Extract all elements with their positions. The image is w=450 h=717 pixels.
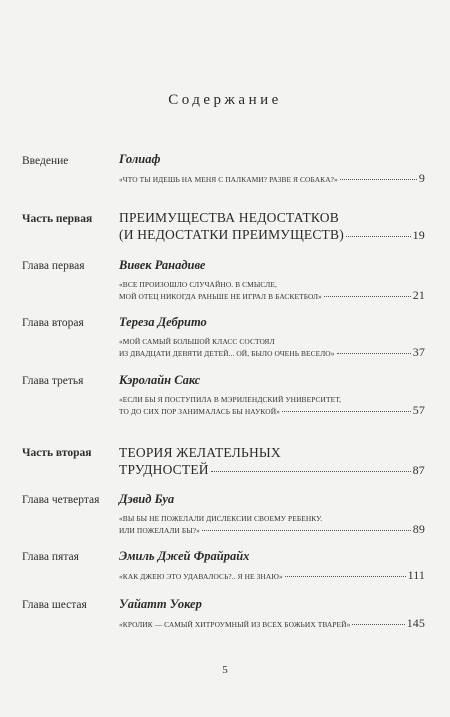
dot-leader bbox=[324, 296, 411, 297]
toc-content bbox=[119, 549, 425, 582]
toc-subtitle-line: «ЕСЛИ БЫ Я ПОСТУПИЛА В МЭРИЛЕНДСКИЙ УНИВЕРСИТЕТ, bbox=[119, 395, 342, 404]
toc-name: Эмиль Джей Фрайрайх bbox=[119, 549, 250, 563]
toc-subtitle-line: «МОЙ САМЫЙ БОЛЬШОЙ КЛАСС СОСТОЯЛ bbox=[119, 337, 275, 346]
toc-part-line: ТЕОРИЯ ЖЕЛАТЕЛЬНЫХ bbox=[119, 445, 281, 460]
toc-label: Глава первая bbox=[22, 260, 85, 272]
toc-label: Глава пятая bbox=[22, 551, 79, 563]
toc-content bbox=[119, 492, 425, 536]
dot-leader bbox=[352, 624, 404, 625]
toc-label: Глава вторая bbox=[22, 317, 84, 329]
toc-last-line bbox=[119, 173, 425, 185]
toc-last-line bbox=[119, 226, 425, 244]
dot-leader bbox=[282, 411, 411, 412]
toc-subtitle-line: «ЧТО ТЫ ИДЕШЬ НА МЕНЯ С ПАЛКАМИ? РАЗВЕ Я СОБАКА?» bbox=[119, 175, 338, 184]
toc-part-line: ПРЕИМУЩЕСТВА НЕДОСТАТКОВ bbox=[119, 210, 339, 225]
dot-leader bbox=[211, 471, 411, 472]
toc-content bbox=[119, 152, 425, 185]
toc-subtitle-line: ИЛИ ПОЖЕЛАЛИ БЫ?» bbox=[119, 526, 200, 535]
toc-label: Глава четвертая bbox=[22, 494, 100, 506]
toc-label: Часть вторая bbox=[22, 447, 92, 459]
toc-page-number: 19 bbox=[412, 228, 425, 242]
toc-last-line bbox=[119, 405, 425, 417]
page-number: 5 bbox=[222, 664, 228, 676]
page-title: Содержание bbox=[168, 92, 282, 108]
toc-name: Тереза Дебрито bbox=[119, 315, 207, 329]
toc-label: Часть первая bbox=[22, 213, 93, 225]
toc-subtitle-line: «ВЫ БЫ НЕ ПОЖЕЛАЛИ ДИСЛЕКСИИ СВОЕМУ РЕБЕНКУ. bbox=[119, 514, 323, 523]
toc-label: Глава третья bbox=[22, 375, 84, 387]
toc-name: Дэвид Буа bbox=[119, 492, 175, 506]
toc-page-number: 21 bbox=[412, 288, 425, 302]
toc-page-number: 111 bbox=[407, 568, 425, 582]
toc-content bbox=[119, 373, 425, 417]
toc-part-line: ТРУДНОСТЕЙ bbox=[119, 462, 209, 477]
toc-subtitle-line: «КАК ДЖЕЮ ЭТО УДАВАЛОСЬ?.. Я НЕ ЗНАЮ» bbox=[119, 572, 283, 581]
toc-last-line bbox=[119, 347, 425, 359]
dot-leader bbox=[285, 576, 406, 577]
toc-name: Вивек Ранадиве bbox=[119, 258, 206, 272]
toc-page-number: 89 bbox=[412, 522, 425, 536]
toc-label: Глава шестая bbox=[22, 599, 87, 611]
toc-name: Уайатт Уокер bbox=[119, 597, 202, 611]
toc-last-line bbox=[119, 524, 425, 536]
toc-content bbox=[119, 258, 425, 302]
dot-leader bbox=[346, 236, 411, 237]
toc-last-line bbox=[119, 290, 425, 302]
dot-leader bbox=[202, 530, 411, 531]
toc-subtitle-line: ИЗ ДВАДЦАТИ ДЕВЯТИ ДЕТЕЙ... ОЙ, БЫЛО ОЧЕНЬ ВЕСЕЛО» bbox=[119, 349, 335, 358]
dot-leader bbox=[337, 353, 411, 354]
toc-subtitle-line: ТО ДО СИХ ПОР ЗАНИМАЛАСЬ БЫ НАУКОЙ» bbox=[119, 407, 280, 416]
toc-page-number: 9 bbox=[418, 171, 425, 185]
toc-subtitle-line: МОЙ ОТЕЦ НИКОГДА РАНЬШЕ НЕ ИГРАЛ В БАСКЕТБОЛ» bbox=[119, 292, 322, 301]
toc-subtitle-line: «ВСЕ ПРОИЗОШЛО СЛУЧАЙНО. В СМЫСЛЕ, bbox=[119, 280, 277, 289]
toc-content bbox=[119, 444, 425, 479]
toc-last-line bbox=[119, 570, 425, 582]
toc-page-number: 57 bbox=[412, 403, 425, 417]
toc-part-line: (И НЕДОСТАТКИ ПРЕИМУЩЕСТВ) bbox=[119, 227, 344, 242]
toc-page-number: 37 bbox=[412, 345, 425, 359]
toc-subtitle-line: «КРОЛИК — САМЫЙ ХИТРОУМНЫЙ ИЗ ВСЕХ БОЖЬИХ ТВАРЕЙ» bbox=[119, 620, 351, 629]
toc-name: Голиаф bbox=[119, 152, 161, 166]
toc-name: Кэролайн Сакс bbox=[119, 373, 201, 387]
toc-last-line bbox=[119, 618, 425, 630]
toc-content bbox=[119, 597, 425, 630]
toc-page-number: 87 bbox=[412, 463, 425, 477]
toc-content bbox=[119, 209, 425, 244]
toc-label: Введение bbox=[22, 155, 69, 167]
toc-last-line bbox=[119, 461, 425, 479]
dot-leader bbox=[340, 179, 417, 180]
toc-content bbox=[119, 315, 425, 359]
toc-page-number: 145 bbox=[406, 616, 425, 630]
